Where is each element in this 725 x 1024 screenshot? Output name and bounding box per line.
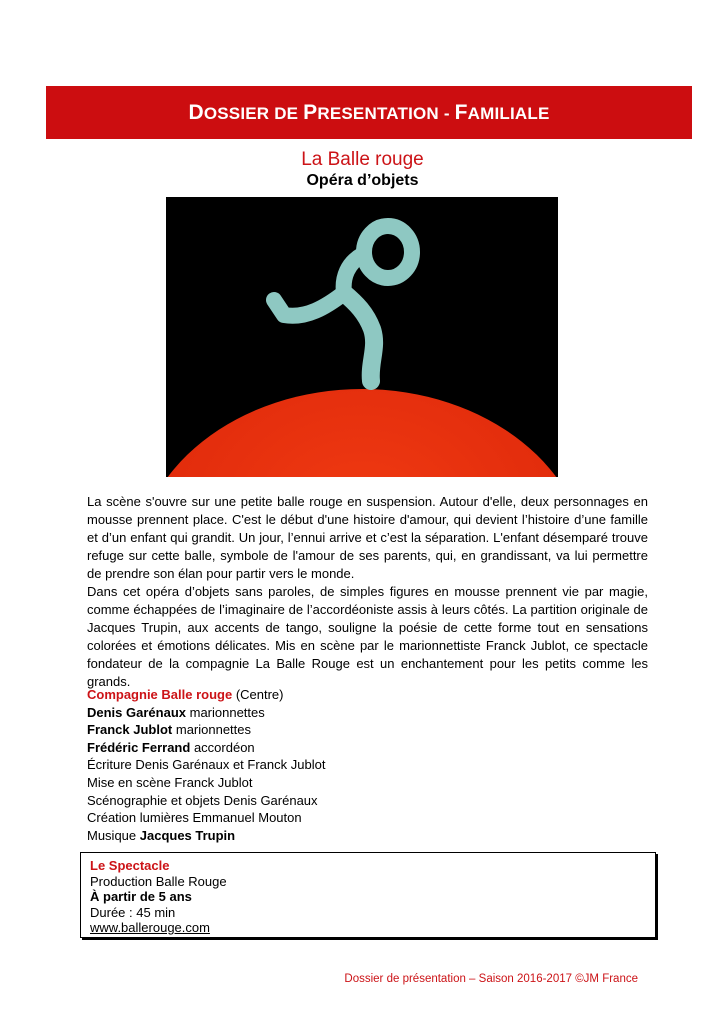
show-photo: [166, 197, 558, 477]
credit-line-1: [87, 704, 648, 722]
show-info-box: [80, 852, 656, 938]
header-letter-d: D: [188, 100, 204, 124]
header-word-dossier: OSSIER DE: [203, 103, 304, 123]
credit-scenography: Scénographie et objets Denis Garénaux: [87, 792, 318, 808]
company-line: [87, 686, 648, 704]
credit-name: Franck Jublot: [87, 722, 173, 738]
foam-puppet-on-red-ball-photo: [166, 197, 558, 477]
credits-list: [87, 686, 648, 844]
header-letter-f: F: [454, 100, 468, 124]
website-link[interactable]: www.ballerouge.com: [90, 920, 210, 935]
header-title: [188, 101, 549, 125]
page-footer: Dossier de présentation – Saison 2016-2017 ©JM France: [344, 973, 638, 985]
credit-music-name: Jacques Trupin: [139, 827, 236, 843]
description-paragraph-2: Dans cet opéra d’objets sans paroles, de simples figures en mousse prennent vie par magie, comme échappées de l’imaginaire de l’accordéoniste assis à leurs côtés. La partition originale de Jacques Trupin, aux accents de tango, souligne la poésie de cette forme tout en sensations colorées et émotions délicates. Mis en scène par le marionnettiste Franck Jublot, ce spectacle fondateur de la compagnie La Balle Rouge est un enchantement pour les petits comme les grands.: [87, 584, 648, 689]
credit-role: marionnettes: [172, 722, 252, 738]
credit-name: Denis Garénaux: [87, 704, 186, 720]
credit-music: [87, 827, 648, 845]
description-paragraph-1: La scène s'ouvre sur une petite balle rouge en suspension. Autour d'elle, deux personnages en mousse prennent place. C'est le début d'une histoire d'amour, qui devient l’histoire d’une famille et d’un enfant qui grandit. Un jour, l’ennui arrive et c’est la séparation. L'enfant désemparé trouve refuge sur cette balle, symbole de l'amour de ses parents, qui, en grandissant, va lui permettre de prendre son élan pour partir vers le monde.: [87, 494, 648, 581]
credit-role: accordéon: [190, 739, 255, 755]
company-name: Compagnie Balle rouge: [87, 687, 233, 702]
info-production: Production Balle Rouge: [90, 873, 227, 889]
header-word-familiale: AMILIALE: [467, 103, 550, 123]
header-word-presentation: RESENTATION -: [317, 103, 455, 123]
header-letter-p: P: [303, 100, 318, 124]
description: [87, 493, 648, 691]
info-duration: Durée : 45 min: [90, 904, 176, 920]
credit-music-label: Musique: [87, 827, 140, 843]
credit-name: Frédéric Ferrand: [87, 739, 191, 755]
credit-line-2: [87, 721, 648, 739]
credit-lighting: Création lumières Emmanuel Mouton: [87, 810, 302, 826]
credit-writing: Écriture Denis Garénaux et Franck Jublot: [87, 757, 326, 773]
credit-direction: Mise en scène Franck Jublot: [87, 774, 253, 790]
header-banner: [46, 86, 692, 139]
info-heading: Le Spectacle: [90, 858, 170, 873]
company-region: (Centre): [232, 687, 284, 702]
show-subtitle: Opéra d’objets: [306, 172, 419, 189]
credit-role: marionnettes: [186, 704, 265, 720]
info-age: À partir de 5 ans: [90, 889, 192, 904]
show-title: La Balle rouge: [301, 149, 424, 170]
credit-line-3: [87, 739, 648, 757]
